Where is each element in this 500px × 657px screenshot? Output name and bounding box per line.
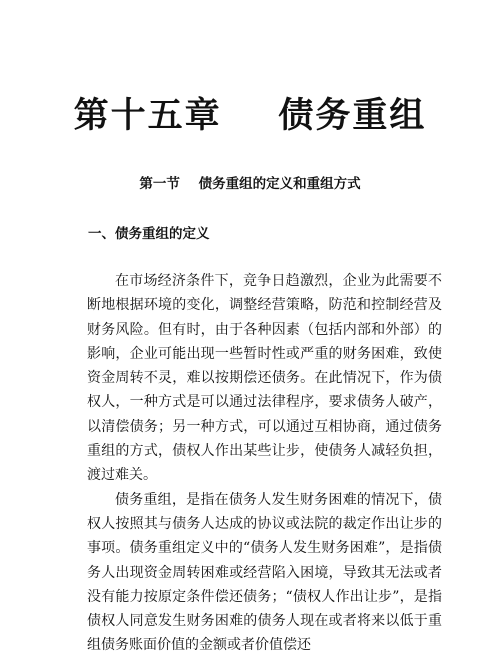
body-text bbox=[87, 269, 442, 657]
section-title: 第一节 债务重组的定义和重组方式 bbox=[139, 176, 361, 192]
paragraph: 债务重组，是指在债务人发生财务困难的情况下，债权人按照其与债务人达成的协议或法院的裁定作出让步的事项。债务重组定义中的“债务人发生财务困难”，是指债务人出现资金周转困难或经营陷入困境，导致其无法或者没有能力按原定条件偿还债务；“债权人作出让步”，是指债权人同意发生财务困难的债务人现在或者将来以低于重组债务账面价值的金额或者价值偿还 bbox=[87, 491, 442, 654]
chapter-title: 第十五章 债务重组 bbox=[73, 96, 427, 136]
paragraph: 在市场经济条件下，竞争日趋激烈，企业为此需要不断地根据环境的变化，调整经营策略，防范和控制经营及财务风险。但有时，由于各种因素（包括内部和外部）的影响，企业可能出现一些暂时性或严重的财务困难，致使资金周转不灵，难以按期偿还债务。在此情况下，作为债权人，一种方式是可以通过法律程序，要求债务人破产，以清偿债务；另一种方式，可以通过互相协商，通过债务重组的方式，债权人作出某些让步，使债务人减轻负担，渡过难关。 bbox=[87, 273, 442, 484]
subsection-title: 一、债务重组的定义 bbox=[88, 226, 210, 242]
